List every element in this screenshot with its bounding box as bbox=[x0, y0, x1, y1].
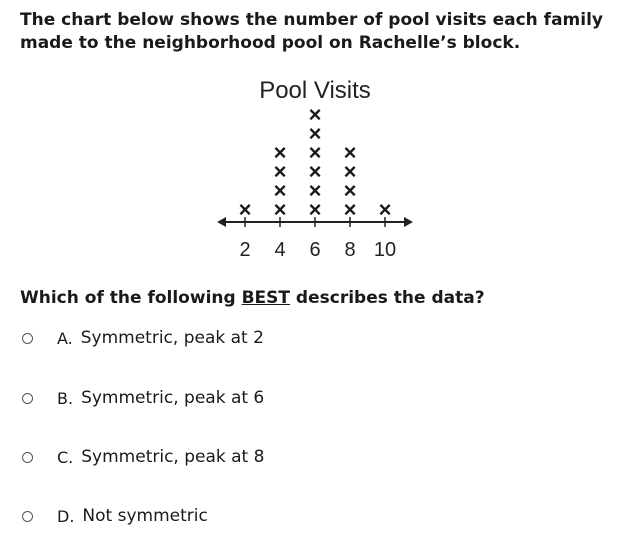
axis-arrow-left-icon bbox=[217, 217, 226, 227]
option-c[interactable] bbox=[20, 442, 420, 472]
question-text bbox=[20, 288, 485, 308]
option-label: Symmetric, peak at 2 bbox=[80, 328, 264, 348]
radio-button-icon[interactable] bbox=[22, 452, 33, 463]
option-label: Not symmetric bbox=[82, 506, 208, 526]
dot-mark: × bbox=[343, 197, 357, 222]
dot-mark: × bbox=[308, 140, 322, 165]
tick-labels bbox=[239, 239, 396, 261]
option-label: Symmetric, peak at 6 bbox=[81, 388, 265, 408]
question-after: describes the data? bbox=[290, 288, 485, 308]
dot-mark: × bbox=[308, 178, 322, 203]
dot-mark: × bbox=[378, 197, 392, 222]
radio-button-icon[interactable] bbox=[22, 511, 33, 522]
radio-button-icon[interactable] bbox=[22, 333, 33, 344]
option-label: Symmetric, peak at 8 bbox=[81, 447, 265, 467]
dot-mark: × bbox=[343, 159, 357, 184]
dot-mark: × bbox=[308, 102, 322, 127]
dot-mark: × bbox=[343, 178, 357, 203]
dot-mark: × bbox=[273, 159, 287, 184]
tick-label: 6 bbox=[309, 239, 321, 261]
dot-mark: × bbox=[343, 140, 357, 165]
option-b[interactable] bbox=[20, 383, 420, 413]
tick-label: 10 bbox=[373, 239, 397, 261]
option-d[interactable] bbox=[20, 501, 420, 531]
dot-mark: × bbox=[273, 197, 287, 222]
option-letter: A. bbox=[57, 328, 73, 348]
dot-mark: × bbox=[273, 140, 287, 165]
tick-label: 2 bbox=[239, 239, 251, 261]
chart-title: Pool Visits bbox=[259, 77, 371, 104]
dot-mark: × bbox=[308, 121, 322, 146]
radio-button-icon[interactable] bbox=[22, 393, 33, 404]
question-before: Which of the following bbox=[20, 288, 242, 308]
dot-plot-svg bbox=[195, 72, 435, 272]
axis-arrow-right-icon bbox=[404, 217, 413, 227]
tick-label: 8 bbox=[344, 239, 356, 261]
dot-mark: × bbox=[308, 159, 322, 184]
option-letter: B. bbox=[57, 388, 74, 408]
option-a[interactable] bbox=[20, 323, 420, 353]
dot-mark: × bbox=[238, 197, 252, 222]
option-letter: D. bbox=[57, 506, 75, 526]
option-letter: C. bbox=[57, 447, 74, 467]
chart-marks bbox=[239, 102, 392, 222]
dot-mark: × bbox=[273, 178, 287, 203]
question-emphasis: BEST bbox=[241, 288, 291, 308]
dot-plot-chart bbox=[195, 72, 435, 272]
intro-text: The chart below shows the number of pool visits each family made to the neighborhood pool on Rachelle’s block. bbox=[20, 10, 603, 53]
tick-label: 4 bbox=[274, 239, 286, 261]
dot-mark: × bbox=[308, 197, 322, 222]
